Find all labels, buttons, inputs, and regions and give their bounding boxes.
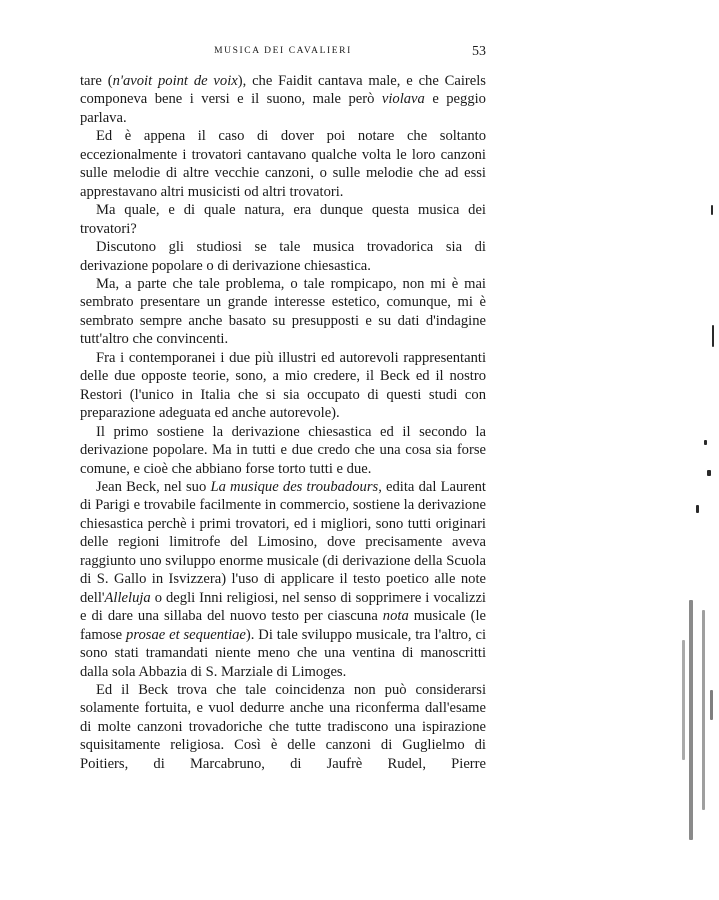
paragraph [80, 127, 486, 201]
running-head: MUSICA DEI CAVALIERI [214, 46, 352, 56]
italic-text: violava [381, 91, 425, 108]
text-run: Fra i contemporanei i due più illustri ed autorevoli rappresentanti delle due opposte teorie, sono, a mio credere, il Beck ed il nostro Restori (l'unico in Italia che si sia occupato di questi studi con preparazione adeguata ed anche autorevole). [80, 349, 486, 422]
text-run: Ed il Beck trova che tale coincidenza non può considerarsi solamente fortuita, e vuol dedurre anche una riconferma dall'esame di molte canzoni trovadoriche che tutte tradiscono una ispirazione squisitamente religiosa. Così è delle canzoni di Guglielmo di Poitiers, di Marcabruno, di Jaufrè Rudel, Pierre [80, 681, 486, 772]
text-run: e peggio parlava. [80, 91, 486, 126]
text-run: o degli Inni religiosi, nel senso di sopprimere i vocalizzi e di dare una sillaba del nuovo testo per ciascuna [80, 589, 486, 625]
text-run: Ma, a parte che tale problema, o tale rompicapo, non mi è mai sembrato presentare un grande interesse estetico, comunque, mi è sembrato sempre anche basato su presupposti e su dati d'indagine tutt'altro che convincenti. [80, 275, 486, 348]
paragraph [80, 478, 486, 681]
italic-text: nota [382, 608, 409, 625]
text-run: Ed è appena il caso di dover poi notare che soltanto eccezionalmente i trovatori cantavano qualche volta le loro canzoni sulle melodie di altre vecchie canzoni, o sulle melodie che ad essi apprestavano altri musicisti od altri trovatori. [80, 128, 486, 200]
text-run: Il primo sostiene la derivazione chiesastica ed il secondo la derivazione popolare. Ma in tutti e due credo che una cosa sia forse comune, e cioè che abbiano forse torto tutti e due. [80, 423, 486, 477]
italic-text: n'avoit point de voix [112, 73, 238, 89]
paragraph [80, 681, 486, 773]
text-run: Jean Beck, nel suo [96, 478, 211, 495]
paragraph [80, 201, 486, 238]
paragraph [80, 275, 486, 349]
text-run: Discutono gli studiosi se tale musica trovadorica sia di derivazione popolare o di derivazione chiesastica. [80, 239, 486, 274]
scan-edge-marks [679, 0, 719, 900]
body-text [80, 72, 486, 773]
text-run: , edita dal Laurent di Parigi e trovabile facilmente in commercio, sostiene la derivazione chiesastica perchè i primi trovatori, ed i migliori, sono tutti originari delle regioni limitrofe del Limosino, dove precisamente aveva raggiunto uno sviluppo enorme musicale (di derivazione della Scuola di S. Gallo in Isvizzera) l'uso di applicare il testo poetico alle note dell' [80, 478, 486, 606]
italic-text: Alleluja [104, 589, 151, 606]
text-run: ), che Faidit cantava male, e che Cairels componeva bene i versi e il suono, male però [80, 73, 486, 108]
text-run: musicale (le famose [80, 608, 486, 643]
page-header [80, 44, 486, 64]
paragraph [80, 238, 486, 275]
paragraph [80, 423, 486, 478]
text-run: tare ( [80, 73, 113, 89]
italic-text: prosae et sequentiae [126, 626, 246, 643]
paragraph [80, 349, 486, 423]
text-run: Ma quale, e di quale natura, era dunque questa musica dei trovatori? [80, 202, 486, 237]
paragraph [80, 72, 486, 127]
page-number: 53 [472, 44, 486, 59]
italic-text: La musique des troubadours [210, 478, 379, 495]
text-run: ). Di tale sviluppo musicale, tra l'altro, ci sono stati tramandati niente meno che una ventina di manoscritti dalla sola Abbazia di S. Marziale di Limoges. [80, 626, 487, 680]
